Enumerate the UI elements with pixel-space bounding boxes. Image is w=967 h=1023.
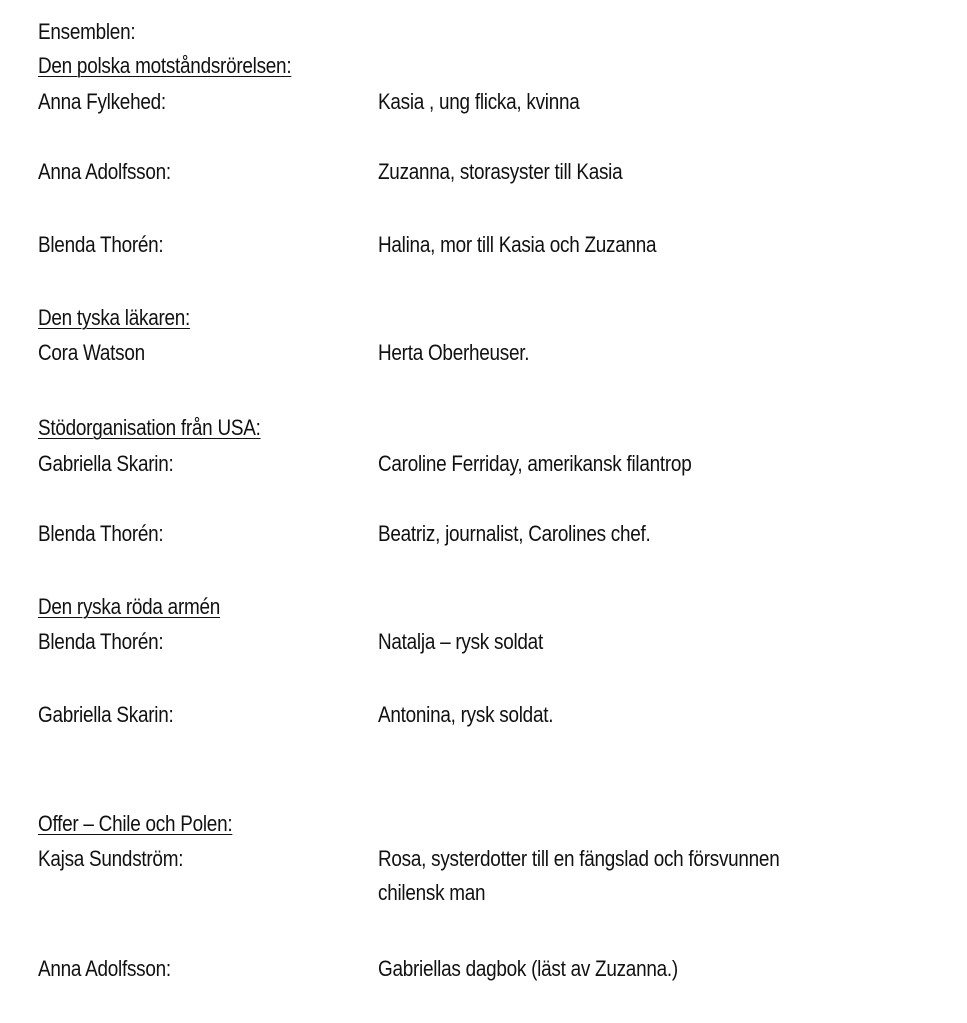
section-heading-polish-resistance: Den polska motståndsrörelsen:: [38, 53, 292, 78]
role-description: Beatriz, journalist, Carolines chef.: [378, 521, 651, 546]
section-heading-victims: Offer – Chile och Polen:: [38, 811, 233, 836]
actor-name: Kajsa Sundström:: [38, 846, 184, 871]
section-heading-usa-support: Stödorganisation från USA:: [38, 415, 261, 440]
role-description-continued: chilensk man: [378, 880, 486, 905]
actor-text: Anna Fylkehed:: [38, 89, 166, 114]
role-description: Gabriellas dagbok (läst av Zuzanna.): [378, 956, 678, 981]
actor-name: Blenda Thorén:: [38, 521, 164, 546]
actor-name: Blenda Thorén:: [38, 629, 164, 654]
actor-name: Cora Watson: [38, 340, 145, 365]
role-description: Natalja – rysk soldat: [378, 629, 543, 654]
actor-name: Anna Adolfsson:: [38, 159, 171, 184]
actor-name: Blenda Thorén:: [38, 232, 164, 257]
role-description: Caroline Ferriday, amerikansk filantrop: [378, 451, 692, 476]
document-title: Ensemblen:: [38, 19, 136, 44]
role-description: Zuzanna, storasyster till Kasia: [378, 159, 623, 184]
role-description: Halina, mor till Kasia och Zuzanna: [378, 232, 657, 257]
role-description: Antonina, rysk soldat.: [378, 702, 554, 727]
role-description: Rosa, systerdotter till en fängslad och försvunnen: [378, 846, 780, 871]
actor-name: Gabriella Skarin:: [38, 451, 174, 476]
role-description: Kasia , ung flicka, kvinna: [378, 89, 580, 114]
actor-name: [38, 87, 166, 117]
section-heading-german-doctor: Den tyska läkaren:: [38, 305, 191, 330]
actor-name: Gabriella Skarin:: [38, 702, 174, 727]
actor-name: Anna Adolfsson:: [38, 956, 171, 981]
role-description: Herta Oberheuser.: [378, 340, 530, 365]
section-heading-red-army: Den ryska röda armén: [38, 594, 221, 619]
